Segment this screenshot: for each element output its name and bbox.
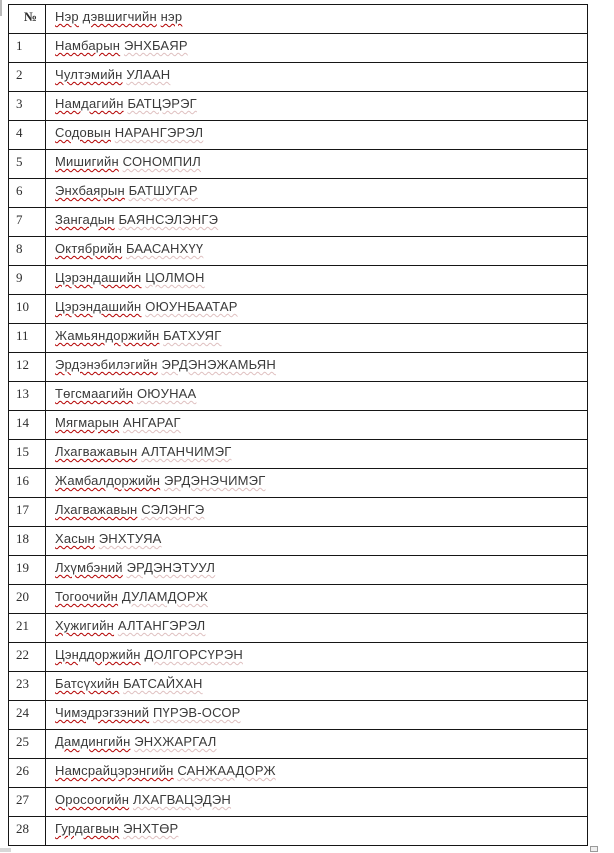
candidate-patronymic: Чултэмийн xyxy=(55,67,123,82)
table-row xyxy=(9,121,588,150)
candidate-given-name: ЭНХТУЯА xyxy=(98,531,162,546)
row-number-cell: 20 xyxy=(9,585,46,614)
candidate-given-name: БАЯНСЭЛЭНГЭ xyxy=(118,212,219,227)
candidate-patronymic: Төгсмаагийн xyxy=(55,386,134,401)
candidate-name-cell xyxy=(46,817,588,846)
row-number-cell: 19 xyxy=(9,556,46,585)
candidate-name-cell xyxy=(46,324,588,353)
candidate-name-cell xyxy=(46,701,588,730)
header-word: Нэр xyxy=(55,9,79,24)
candidate-patronymic: Мягмарын xyxy=(55,415,120,430)
row-number-cell: 28 xyxy=(9,817,46,846)
candidate-patronymic: Намдагийн xyxy=(55,96,124,111)
candidate-patronymic: Мишигийн xyxy=(55,154,119,169)
candidate-given-name: ОЮУНАА xyxy=(136,386,197,401)
candidate-name-cell xyxy=(46,440,588,469)
candidate-patronymic: Жамбалдоржийн xyxy=(55,473,161,488)
candidate-patronymic: Намсрайцэрэнгийн xyxy=(55,763,174,778)
header-row xyxy=(9,5,588,34)
candidate-name-cell xyxy=(46,63,588,92)
candidate-patronymic: Чимэдрэгзэний xyxy=(55,705,150,720)
header-word: нэр xyxy=(160,9,183,24)
row-number-cell: 23 xyxy=(9,672,46,701)
candidate-patronymic: Лхүмбэний xyxy=(55,560,123,575)
candidate-given-name: БАТСАЙХАН xyxy=(123,676,203,691)
table-row xyxy=(9,324,588,353)
row-number-cell: 21 xyxy=(9,614,46,643)
candidate-given-name: ЭНХТӨР xyxy=(123,821,179,836)
row-number-cell: 12 xyxy=(9,353,46,382)
table-row xyxy=(9,353,588,382)
candidate-name-cell xyxy=(46,556,588,585)
candidate-patronymic: Лхагважавын xyxy=(55,444,138,459)
candidate-given-name: СОНОМПИЛ xyxy=(122,154,202,169)
candidate-given-name: ОЮУНБААТАР xyxy=(145,299,238,314)
table-row xyxy=(9,150,588,179)
table-body xyxy=(9,34,588,846)
candidate-given-name: ДОЛГОРСҮРЭН xyxy=(144,647,243,662)
table-row xyxy=(9,788,588,817)
candidate-name-cell xyxy=(46,150,588,179)
candidate-patronymic: Октябрийн xyxy=(55,241,123,256)
candidate-name-cell xyxy=(46,295,588,324)
table-row xyxy=(9,614,588,643)
table-resize-handle[interactable] xyxy=(590,846,598,852)
row-number-cell: 18 xyxy=(9,527,46,556)
table-row xyxy=(9,382,588,411)
candidate-given-name: АНГАРАГ xyxy=(122,415,181,430)
row-number-cell: 1 xyxy=(9,34,46,63)
candidate-patronymic: Хасын xyxy=(55,531,95,546)
table-row xyxy=(9,34,588,63)
table-row xyxy=(9,498,588,527)
table-row xyxy=(9,266,588,295)
candidate-name-cell xyxy=(46,266,588,295)
row-number-cell: 22 xyxy=(9,643,46,672)
candidate-name-cell xyxy=(46,759,588,788)
candidate-given-name: УЛААН xyxy=(126,67,171,82)
table-row xyxy=(9,759,588,788)
candidate-name-cell xyxy=(46,179,588,208)
table-row xyxy=(9,585,588,614)
page-corner-artifact xyxy=(0,848,11,852)
column-header-name xyxy=(46,5,588,34)
candidate-name-cell xyxy=(46,788,588,817)
candidate-given-name: БАТЦЭРЭГ xyxy=(127,96,197,111)
candidate-given-name: ЦОЛМОН xyxy=(145,270,205,285)
candidate-patronymic: Оросоогийн xyxy=(55,792,130,807)
table-row xyxy=(9,237,588,266)
candidate-patronymic: Дамдингийн xyxy=(55,734,131,749)
row-number-cell: 8 xyxy=(9,237,46,266)
table-row xyxy=(9,643,588,672)
table-row xyxy=(9,92,588,121)
candidate-patronymic: Гурдагвын xyxy=(55,821,120,836)
candidate-patronymic: Цэрэндашийн xyxy=(55,270,142,285)
candidate-given-name: ПҮРЭВ-ОСОР xyxy=(152,705,241,720)
candidates-table xyxy=(8,4,588,846)
candidate-given-name: ЭРДЭНЭТУУЛ xyxy=(126,560,216,575)
candidate-patronymic: Цэрэндашийн xyxy=(55,299,142,314)
candidate-name-cell xyxy=(46,498,588,527)
candidate-patronymic: Хужигийн xyxy=(55,618,115,633)
table-row xyxy=(9,730,588,759)
table-row xyxy=(9,817,588,846)
table-row xyxy=(9,63,588,92)
row-number-cell: 27 xyxy=(9,788,46,817)
candidate-given-name: СЭЛЭНГЭ xyxy=(141,502,205,517)
candidate-name-cell xyxy=(46,527,588,556)
row-number-cell: 16 xyxy=(9,469,46,498)
row-number-cell: 24 xyxy=(9,701,46,730)
candidate-patronymic: Цэнддоржийн xyxy=(55,647,141,662)
candidate-patronymic: Зангадын xyxy=(55,212,115,227)
row-number-cell: 7 xyxy=(9,208,46,237)
table-row xyxy=(9,440,588,469)
row-number-cell: 15 xyxy=(9,440,46,469)
candidate-given-name: БАТШУГАР xyxy=(128,183,198,198)
candidate-given-name: ЭНХЖАРГАЛ xyxy=(134,734,217,749)
candidate-name-cell xyxy=(46,34,588,63)
candidate-name-cell xyxy=(46,382,588,411)
table-row xyxy=(9,469,588,498)
row-number-cell: 6 xyxy=(9,179,46,208)
candidate-name-cell xyxy=(46,92,588,121)
text-cursor-artifact xyxy=(0,0,2,16)
candidate-name-cell xyxy=(46,208,588,237)
row-number-cell: 26 xyxy=(9,759,46,788)
candidate-patronymic: Лхагважавын xyxy=(55,502,138,517)
table-row xyxy=(9,295,588,324)
candidate-patronymic: Эрдэнэбилэгийн xyxy=(55,357,158,372)
row-number-cell: 5 xyxy=(9,150,46,179)
candidate-given-name: БАТХУЯГ xyxy=(163,328,222,343)
header-word: дэвшигчийн xyxy=(82,9,157,24)
candidate-patronymic: Батсүхийн xyxy=(55,676,120,691)
candidate-name-cell xyxy=(46,643,588,672)
candidate-given-name: ЛХАГВАЦЭДЭН xyxy=(132,792,232,807)
candidate-given-name: АЛТАНЧИМЭГ xyxy=(141,444,232,459)
candidate-name-cell xyxy=(46,585,588,614)
candidate-name-cell xyxy=(46,730,588,759)
candidate-name-cell xyxy=(46,469,588,498)
candidate-given-name: НАРАНГЭРЭЛ xyxy=(114,125,204,140)
table-row xyxy=(9,672,588,701)
candidate-name-cell xyxy=(46,353,588,382)
row-number-cell: 25 xyxy=(9,730,46,759)
candidate-name-cell xyxy=(46,121,588,150)
row-number-cell: 11 xyxy=(9,324,46,353)
candidate-given-name: АЛТАНГЭРЭЛ xyxy=(117,618,206,633)
row-number-cell: 14 xyxy=(9,411,46,440)
candidate-name-cell xyxy=(46,411,588,440)
row-number-cell: 13 xyxy=(9,382,46,411)
candidate-given-name: ЭРДЭНЭЧИМЭГ xyxy=(164,473,266,488)
table-row xyxy=(9,208,588,237)
row-number-cell: 9 xyxy=(9,266,46,295)
table-row xyxy=(9,701,588,730)
row-number-cell: 17 xyxy=(9,498,46,527)
candidate-given-name: САНЖААДОРЖ xyxy=(177,763,276,778)
row-number-cell: 3 xyxy=(9,92,46,121)
table-row xyxy=(9,527,588,556)
row-number-cell: 2 xyxy=(9,63,46,92)
candidate-patronymic: Тогоочийн xyxy=(55,589,119,604)
candidate-patronymic: Жамьяндоржийн xyxy=(55,328,160,343)
candidate-patronymic: Содовын xyxy=(55,125,111,140)
table-row xyxy=(9,556,588,585)
candidate-name-cell xyxy=(46,614,588,643)
table-row xyxy=(9,179,588,208)
candidate-given-name: ЭРДЭНЭЖАМЬЯН xyxy=(161,357,276,372)
row-number-cell: 4 xyxy=(9,121,46,150)
candidate-patronymic: Энхбаярын xyxy=(55,183,125,198)
candidate-given-name: ДУЛАМДОРЖ xyxy=(121,589,208,604)
row-number-cell: 10 xyxy=(9,295,46,324)
candidate-patronymic: Намбарын xyxy=(55,38,121,53)
number-symbol: № xyxy=(23,9,38,24)
table-row xyxy=(9,411,588,440)
candidate-given-name: ЭНХБАЯР xyxy=(123,38,188,53)
column-header-number xyxy=(9,5,46,34)
candidate-name-cell xyxy=(46,672,588,701)
candidate-given-name: БААСАНХҮҮ xyxy=(125,241,204,256)
candidate-name-cell xyxy=(46,237,588,266)
